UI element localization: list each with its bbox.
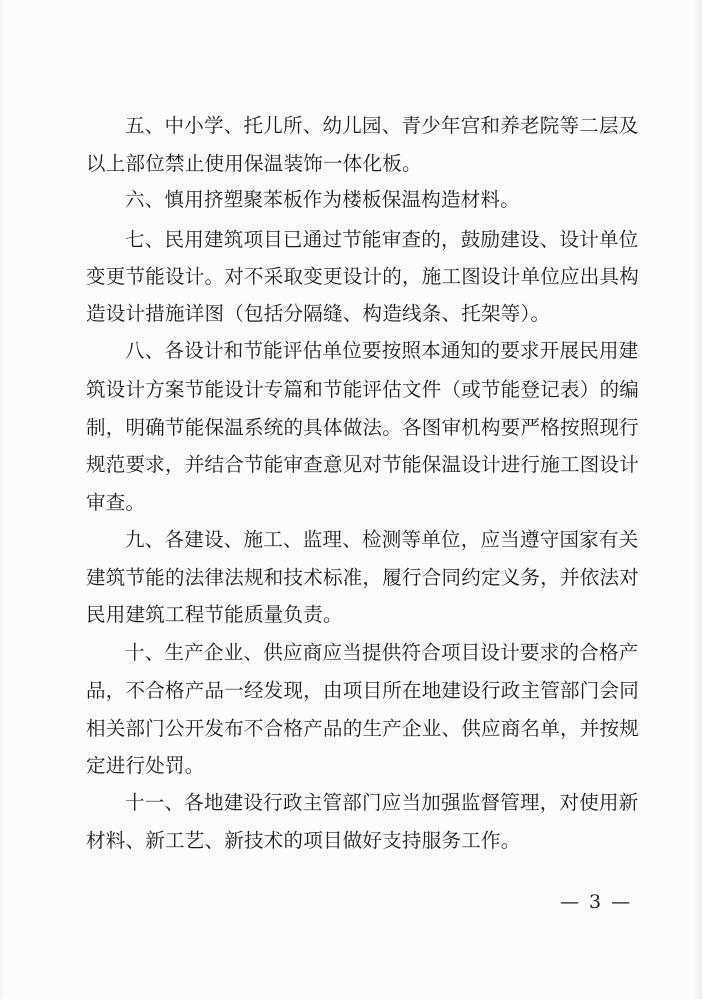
paragraph-line: 定进行处罚。: [86, 754, 205, 777]
paragraph-line: 建筑节能的法律法规和技术标准，履行合同约定义务，并依法对: [86, 566, 640, 589]
paragraph-line: 制，明确节能保温系统的具体做法。各图审机构要严格按照现行: [86, 416, 640, 439]
paragraph-line: 品，不合格产品一经发现，由项目所在地建设行政主管部门会同: [86, 679, 640, 702]
paragraph-line: 十、生产企业、供应商应当提供符合项目设计要求的合格产: [125, 641, 639, 664]
paragraph-line: 规范要求，并结合节能审查意见对节能保温设计进行施工图设计: [86, 453, 640, 476]
paragraph-line: 造设计措施详图（包括分隔缝、构造线条、托架等）。: [86, 302, 551, 325]
paragraph-line: 九、各建设、施工、监理、检测等单位，应当遵守国家有关: [125, 528, 639, 551]
paragraph-line: 审查。: [86, 491, 146, 514]
paragraph-line: 七、民用建筑项目已通过节能审查的，鼓励建设、设计单位: [125, 228, 639, 251]
paragraph-line: 五、中小学、托儿所、幼儿园、青少年宫和养老院等二层及: [125, 114, 639, 137]
paragraph-line: 十一、各地建设行政主管部门应当加强监督管理，对使用新: [125, 791, 639, 814]
paragraph-line: 以上部位禁止使用保温装饰一体化板。: [86, 152, 422, 175]
paragraph-line: 变更节能设计。对不采取变更设计的，施工图设计单位应出具构: [86, 265, 640, 288]
paragraph-line: 民用建筑工程节能质量负责。: [86, 603, 343, 626]
scan-edge-left: [0, 0, 4, 999]
scan-edge-right: [694, 0, 702, 999]
paragraph-line: 八、各设计和节能评估单位要按照本通知的要求开展民用建: [125, 339, 639, 362]
paragraph-line: 筑设计方案节能设计专篇和节能评估文件（或节能登记表）的编: [86, 378, 640, 401]
paragraph-line: 相关部门公开发布不合格产品的生产企业、供应商名单，并按规: [86, 717, 640, 740]
paragraph-line: 材料、新工艺、新技术的项目做好支持服务工作。: [86, 829, 521, 852]
page-number: — 3 —: [560, 891, 633, 913]
paragraph-line: 六、慎用挤塑聚苯板作为楼板保温构造材料。: [125, 188, 521, 211]
